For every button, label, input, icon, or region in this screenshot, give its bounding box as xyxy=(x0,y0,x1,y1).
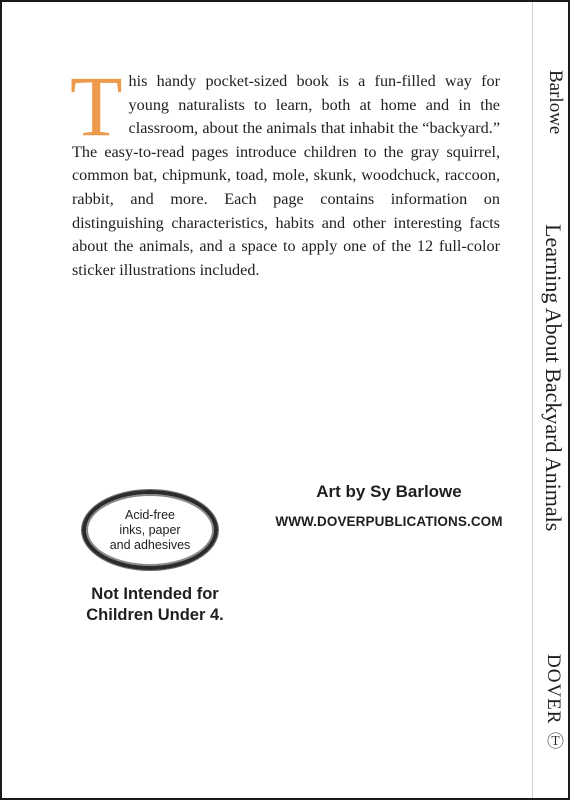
spine-publisher-name: DOVER xyxy=(543,654,564,725)
badge-line-2: inks, paper xyxy=(119,522,181,537)
spine-divider xyxy=(532,2,533,798)
spine-title: Learning About Backyard Animals xyxy=(541,224,566,532)
badge-line-1: Acid-free xyxy=(124,507,176,522)
age-warning xyxy=(62,584,248,626)
spine-author: Barlowe xyxy=(545,70,566,135)
publisher-website[interactable]: WWW.DOVERPUBLICATIONS.COM xyxy=(275,514,503,529)
spine-publisher xyxy=(540,654,566,750)
drop-cap: T xyxy=(70,58,123,154)
art-credit: Art by Sy Barlowe xyxy=(316,482,462,501)
description-blurb xyxy=(70,58,500,282)
acid-free-badge xyxy=(82,490,218,570)
warning-line-1: Not Intended for xyxy=(91,585,219,603)
blurb-text: his handy pocket-sized book is a fun-filled way for young naturalists to learn, both at home and in the classroom, about the animals that inhabit the “backyard.” The easy-to-read pages introduce children to the gray squirrel, common bat, chipmunk, toad, mole, skunk, woodchuck, raccoon, rabbit, and more. Each page contains information on distinguishing characteristics, habits and other interesting facts about the animals, and a space to apply one of the 12 full-color sticker illustrations included. xyxy=(72,72,500,279)
warning-line-2: Children Under 4. xyxy=(86,606,224,624)
badge-line-3: and adhesives xyxy=(109,537,191,552)
dover-logo-icon: Ⓣ xyxy=(544,732,563,751)
